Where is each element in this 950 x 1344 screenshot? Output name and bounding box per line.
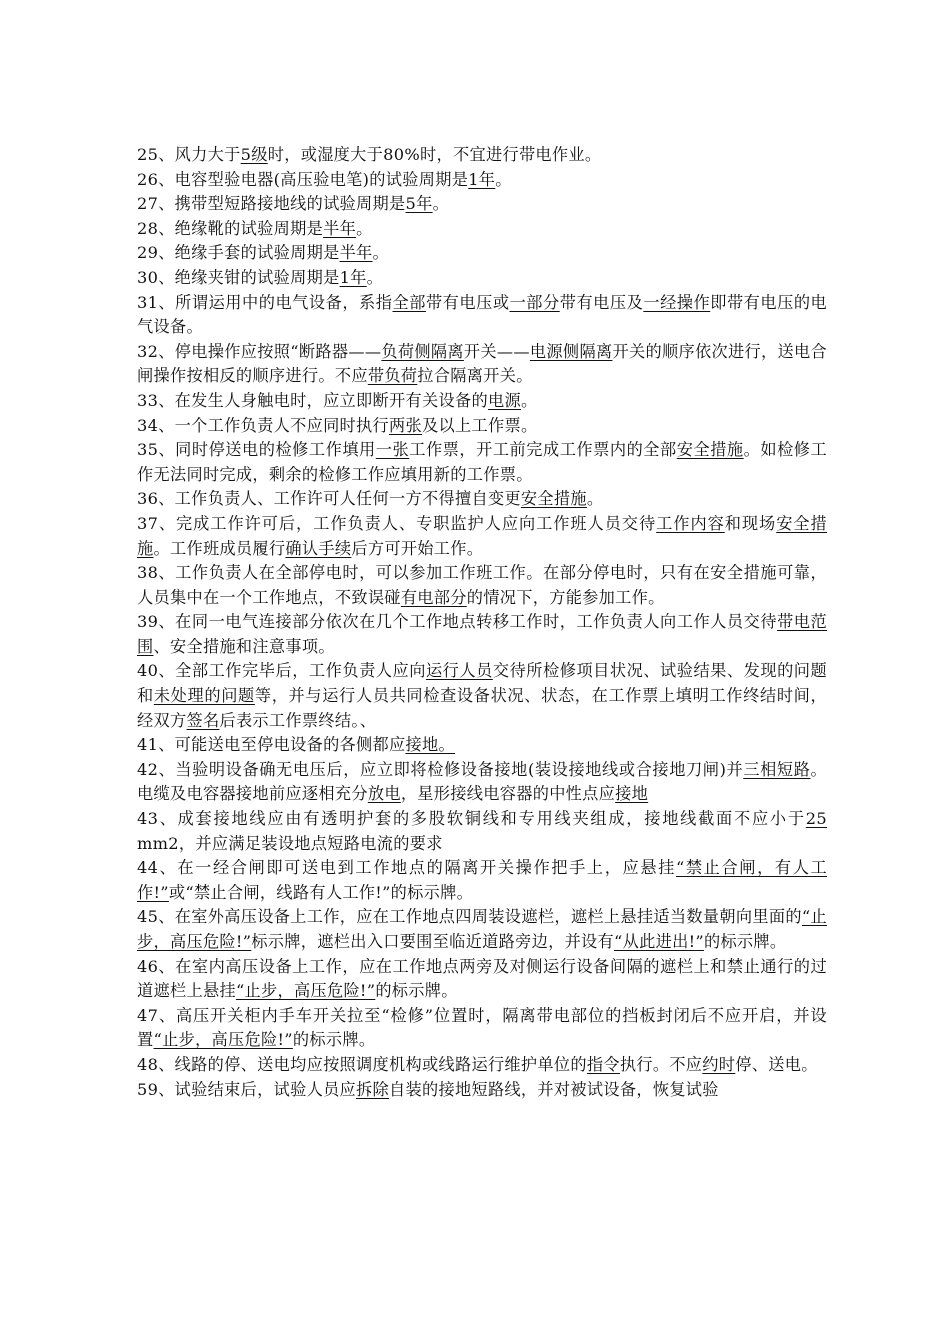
answer-blank: 安全措施 xyxy=(676,440,744,460)
question-text: 44、在一经合闸即可送电到工作地点的隔离开关操作把手上，应悬挂 xyxy=(137,858,676,878)
question-item xyxy=(137,389,827,414)
answer-blank: 运行人员 xyxy=(425,661,493,681)
answer-blank: 未处理的问题 xyxy=(153,686,255,706)
question-text: 或“禁止合闸，线路有人工作!”的标示牌。 xyxy=(168,882,474,902)
question-text: 25、风力大于 xyxy=(137,145,241,164)
question-item xyxy=(137,905,827,954)
question-text: 拉合隔离开关。 xyxy=(417,366,533,386)
question-text: 30、绝缘夹钳的试验周期是 xyxy=(137,267,340,287)
answer-blank: 一张 xyxy=(375,440,410,460)
question-text: 35、同时停送电的检修工作填用 xyxy=(137,440,376,460)
question-item xyxy=(137,1053,827,1078)
question-text: 。电缆及电容器接地前应逐相充分 xyxy=(137,759,827,804)
question-text: 。 xyxy=(366,267,384,287)
question-text: 28、绝缘靴的试验周期是 xyxy=(137,218,324,238)
question-item xyxy=(137,610,827,659)
question-item xyxy=(137,1004,827,1053)
question-text: 39、在同一电气连接部分依次在几个工作地点转移工作时，工作负责人向工作人员交待 xyxy=(137,612,778,632)
answer-blank: 全部 xyxy=(392,292,426,312)
question-text: 32、停电操作应按照“断路器—— xyxy=(137,341,382,361)
question-text: 。 xyxy=(372,243,390,263)
question-text: 。 xyxy=(495,169,512,189)
question-text: 标示牌，遮栏出入口要围至临近道路旁边，并设有 xyxy=(251,932,615,951)
answer-blank: 1年 xyxy=(468,169,496,189)
question-text: 37、完成工作许可后，工作负责人、专职监护人应向工作班人员交待 xyxy=(137,513,657,533)
question-text: 。如检修工作无法同时完成，剩余的检修工作应填用新的工作票。 xyxy=(137,440,828,484)
answer-blank: 5年 xyxy=(405,194,433,214)
question-text: 和现场 xyxy=(724,513,777,533)
question-item xyxy=(137,512,827,561)
answer-blank: 约时 xyxy=(702,1054,736,1074)
question-text: 27、携带型短路接地线的试验周期是 xyxy=(137,194,406,214)
answer-blank: 电源 xyxy=(487,390,521,410)
question-text: 29、绝缘手套的试验周期是 xyxy=(137,243,340,263)
answer-blank: 放电 xyxy=(367,784,401,804)
answer-blank: 5级 xyxy=(240,145,268,164)
answer-blank: 工作内容 xyxy=(656,513,725,533)
question-text: 31、所谓运用中的电气设备，系指 xyxy=(137,292,393,312)
question-text: 26、电容型验电器(高压验电笔)的试验周期是 xyxy=(137,169,469,189)
answer-blank: 半年 xyxy=(339,243,373,263)
question-text: 及以上工作票。 xyxy=(422,415,538,435)
question-item xyxy=(137,291,827,340)
question-item xyxy=(137,217,827,242)
question-item xyxy=(137,414,827,439)
question-item xyxy=(137,1078,827,1103)
question-text: 36、工作负责人、工作许可人任何一方不得擅自变更 xyxy=(137,489,521,509)
question-text: 带有电压及 xyxy=(559,292,644,312)
question-text: 等，并与运行人员共同检查设备状况、状态，在工作票上填明工作终结时间，经双方 xyxy=(137,686,827,730)
question-item xyxy=(137,955,827,1004)
answer-blank: 一部分 xyxy=(509,292,560,312)
question-text: 47、高压开关柜内手车开关拉至“检修”位置时，隔离带电部位的挡板封闭后不应开启，并设置 xyxy=(137,1005,827,1050)
question-item xyxy=(137,659,827,733)
question-text: 停、送电。 xyxy=(735,1054,818,1074)
answer-blank: 带电范围 xyxy=(137,612,828,656)
question-text: 的标示牌。 xyxy=(375,981,458,1001)
question-item xyxy=(137,192,827,217)
question-text: 59、试验结束后，试验人员应 xyxy=(137,1079,357,1099)
question-text: 34、一个工作负责人不应同时执行 xyxy=(137,415,390,435)
question-text: 即带有电压的电气设备。 xyxy=(137,292,828,337)
answer-blank: 拆除 xyxy=(356,1079,390,1099)
question-text: 后表示工作票终结。、 xyxy=(219,710,377,730)
answer-blank: “从此进出!” xyxy=(614,932,704,951)
question-text: mm2，并应满足装设地点短路电流的要求 xyxy=(137,833,443,853)
question-text: 、安全措施和注意事项。 xyxy=(153,636,335,656)
answer-blank: 负荷侧隔离 xyxy=(381,341,464,361)
answer-blank: 一经操作 xyxy=(643,292,711,312)
question-item xyxy=(137,487,827,512)
question-text: 45、在室外高压设备上工作，应在工作地点四周装设遮栏，遮栏上悬挂适当数量朝向里面的 xyxy=(137,907,802,927)
answer-blank: 两张 xyxy=(389,415,423,435)
question-text: 。工作班成员履行 xyxy=(153,538,286,558)
answer-blank: 确认手续 xyxy=(285,538,352,558)
question-text: 。 xyxy=(586,489,604,509)
question-item xyxy=(137,241,827,266)
question-text: 的情况下，方能参加工作。 xyxy=(466,587,665,607)
question-item xyxy=(137,143,827,168)
question-text: 42、当验明设备确无电压后，应立即将检修设备接地(装设接地线或合接地刀闸)并 xyxy=(137,759,744,779)
question-text: 48、线路的停、送电均应按照调度机构或线路运行维护单位的 xyxy=(137,1054,587,1074)
question-text: 开关的顺序依次进行，送电合闸操作按相反的顺序进行。不应 xyxy=(137,341,828,386)
question-text: 交待所检修项目状况、试验结果、发现的问题和 xyxy=(137,661,828,706)
question-item xyxy=(137,856,827,905)
answer-blank: “止步，高压危险!” xyxy=(137,907,827,951)
question-text: 的标示牌。 xyxy=(703,932,787,951)
question-text: 。 xyxy=(356,218,373,238)
question-text: 执行。不应 xyxy=(619,1054,703,1074)
question-text: 带有电压或 xyxy=(425,292,510,312)
question-text: 时，或湿度大于80%时，不宜进行带电作业。 xyxy=(267,145,602,164)
answer-blank: 1年 xyxy=(339,267,367,287)
answer-blank: 安全措施 xyxy=(520,489,587,509)
answer-blank: 半年 xyxy=(323,218,357,238)
question-item xyxy=(137,758,827,807)
question-text: 41、可能送电至停电设备的各侧都应 xyxy=(137,735,406,755)
question-text: 自装的接地短路线，并对被试设备，恢复试验 xyxy=(389,1079,719,1099)
question-item xyxy=(137,168,827,193)
answer-blank: 接地 xyxy=(615,784,649,804)
question-item xyxy=(137,807,827,856)
question-text: 46、在室内高压设备上工作，应在工作地点两旁及对侧运行设备间隔的遮栏上和禁止通行的过道遮栏上悬挂 xyxy=(137,956,827,1001)
question-text: 后方可开始工作。 xyxy=(351,538,484,558)
answer-blank: 安全措施 xyxy=(137,513,827,558)
question-text: 。 xyxy=(432,194,450,214)
question-text: 开关—— xyxy=(463,341,530,361)
answer-blank: “止步，高压危险!” xyxy=(153,1030,293,1050)
answer-blank: 带负荷 xyxy=(367,366,418,386)
question-text: 。 xyxy=(520,390,538,410)
answer-blank: 电源侧隔离 xyxy=(529,341,613,361)
question-item xyxy=(137,340,827,389)
answer-blank: 指令 xyxy=(586,1054,620,1074)
question-text: 40、全部工作完毕后，工作负责人应向 xyxy=(137,661,426,681)
answer-blank: 25 xyxy=(805,809,827,829)
question-text: 38、工作负责人在全部停电时，可以参加工作班工作。在部分停电时，只有在安全措施可靠，人员集中在一个工作地点，不致误碰 xyxy=(137,563,827,607)
question-item xyxy=(137,266,827,291)
question-text: ，星形接线电容器的中性点应 xyxy=(400,784,616,804)
question-item xyxy=(137,733,827,758)
question-text: 的标示牌。 xyxy=(292,1030,376,1050)
answer-blank: 有电部分 xyxy=(400,587,467,607)
question-text: 工作票，开工前完成工作票内的全部 xyxy=(409,440,677,460)
question-item xyxy=(137,438,827,487)
answer-blank: “止步，高压危险!” xyxy=(235,981,376,1001)
question-text: 33、在发生人身触电时，应立即断开有关设备的 xyxy=(137,390,488,410)
question-list xyxy=(137,143,827,1102)
question-text: 43、成套接地线应由有透明护套的多股软铜线和专用线夹组成，接地线截面不应小于 xyxy=(137,809,806,829)
answer-blank: 签名 xyxy=(186,710,220,730)
answer-blank: 接地。 xyxy=(405,735,455,755)
answer-blank: 三相短路 xyxy=(743,759,811,779)
answer-blank: “禁止合闸，有人工作!” xyxy=(137,858,827,902)
question-item xyxy=(137,561,827,610)
